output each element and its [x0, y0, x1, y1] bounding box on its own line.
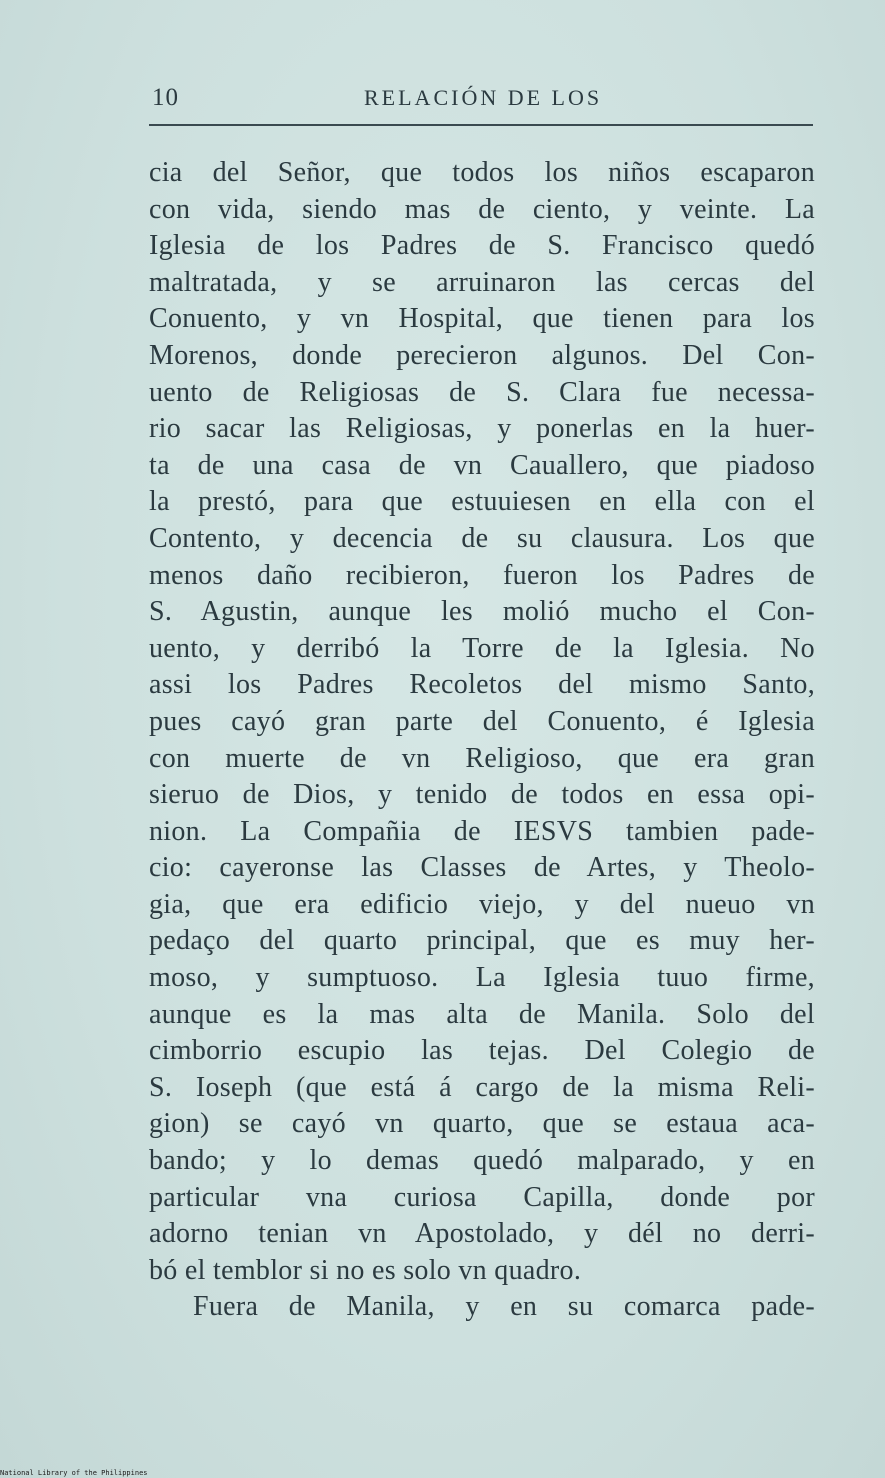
text-line: particular vna curiosa Capilla, donde por: [149, 1181, 815, 1213]
header-rule: [149, 124, 813, 126]
text-line: con vida, siendo mas de ciento, y veinte. La: [149, 193, 815, 225]
text-line: cia del Señor, que todos los niños escaparon: [149, 157, 815, 188]
text-line: cimborrio escupio las tejas. Del Colegio de: [149, 1035, 815, 1067]
text-line: S. Agustin, aunque les molió mucho el Con-: [149, 596, 815, 628]
text-line: Contento, y decencia de su clausura. Los que: [149, 522, 815, 554]
text-line: Iglesia de los Padres de S. Francisco quedó: [149, 230, 815, 262]
page-number: 10: [152, 84, 179, 111]
text-line: bó el temblor si no es solo vn quadro.: [149, 1254, 582, 1286]
text-line: gia, que era edificio viejo, y del nueuo vn: [149, 888, 815, 920]
text-line: uento, y derribó la Torre de la Iglesia. No: [149, 632, 815, 664]
text-line: cio: cayeronse las Classes de Artes, y Theolo-: [149, 852, 815, 884]
text-line: gion) se cayó vn quarto, que se estaua aca-: [149, 1108, 815, 1140]
text-line: assi los Padres Recoletos del mismo Santo,: [149, 669, 815, 701]
page-header: [150, 82, 812, 122]
text-line: moso, y sumptuoso. La Iglesia tuuo firme,: [149, 962, 815, 994]
text-line: adorno tenian vn Apostolado, y dél no derri-: [149, 1218, 815, 1250]
text-line: Morenos, donde perecieron algunos. Del Con-: [149, 339, 815, 371]
text-line: uento de Religiosas de S. Clara fue necessa-: [149, 376, 815, 408]
text-line: bando; y lo demas quedó malparado, y en: [149, 1145, 815, 1177]
text-line: la prestó, para que estuuiesen en ella con el: [149, 486, 815, 518]
body-text: [149, 155, 815, 1326]
text-line: menos daño recibieron, fueron los Padres de: [149, 559, 815, 591]
text-line: rio sacar las Religiosas, y ponerlas en la huer-: [149, 413, 815, 445]
text-line: pues cayó gran parte del Conuento, é Iglesia: [149, 705, 815, 737]
text-line: sieruo de Dios, y tenido de todos en essa opi-: [149, 779, 815, 811]
library-credit: National Library of the Philippines: [0, 1469, 148, 1477]
text-line: S. Ioseph (que está á cargo de la misma Reli-: [149, 1071, 815, 1103]
text-line: nion. La Compañia de IESVS tambien pade-: [149, 815, 815, 847]
text-line: aunque es la mas alta de Manila. Solo del: [149, 998, 815, 1030]
text-line: Fuera de Manila, y en su comarca pade-: [193, 1291, 815, 1323]
running-head: RELACIÓN DE LOS: [364, 85, 603, 110]
text-line: Conuento, y vn Hospital, que tienen para los: [149, 303, 815, 335]
text-line: con muerte de vn Religioso, que era gran: [149, 742, 815, 774]
text-line: ta de una casa de vn Cauallero, que piadoso: [149, 449, 815, 481]
text-line: maltratada, y se arruinaron las cercas del: [149, 266, 815, 298]
text-line: pedaço del quarto principal, que es muy her-: [149, 925, 815, 957]
